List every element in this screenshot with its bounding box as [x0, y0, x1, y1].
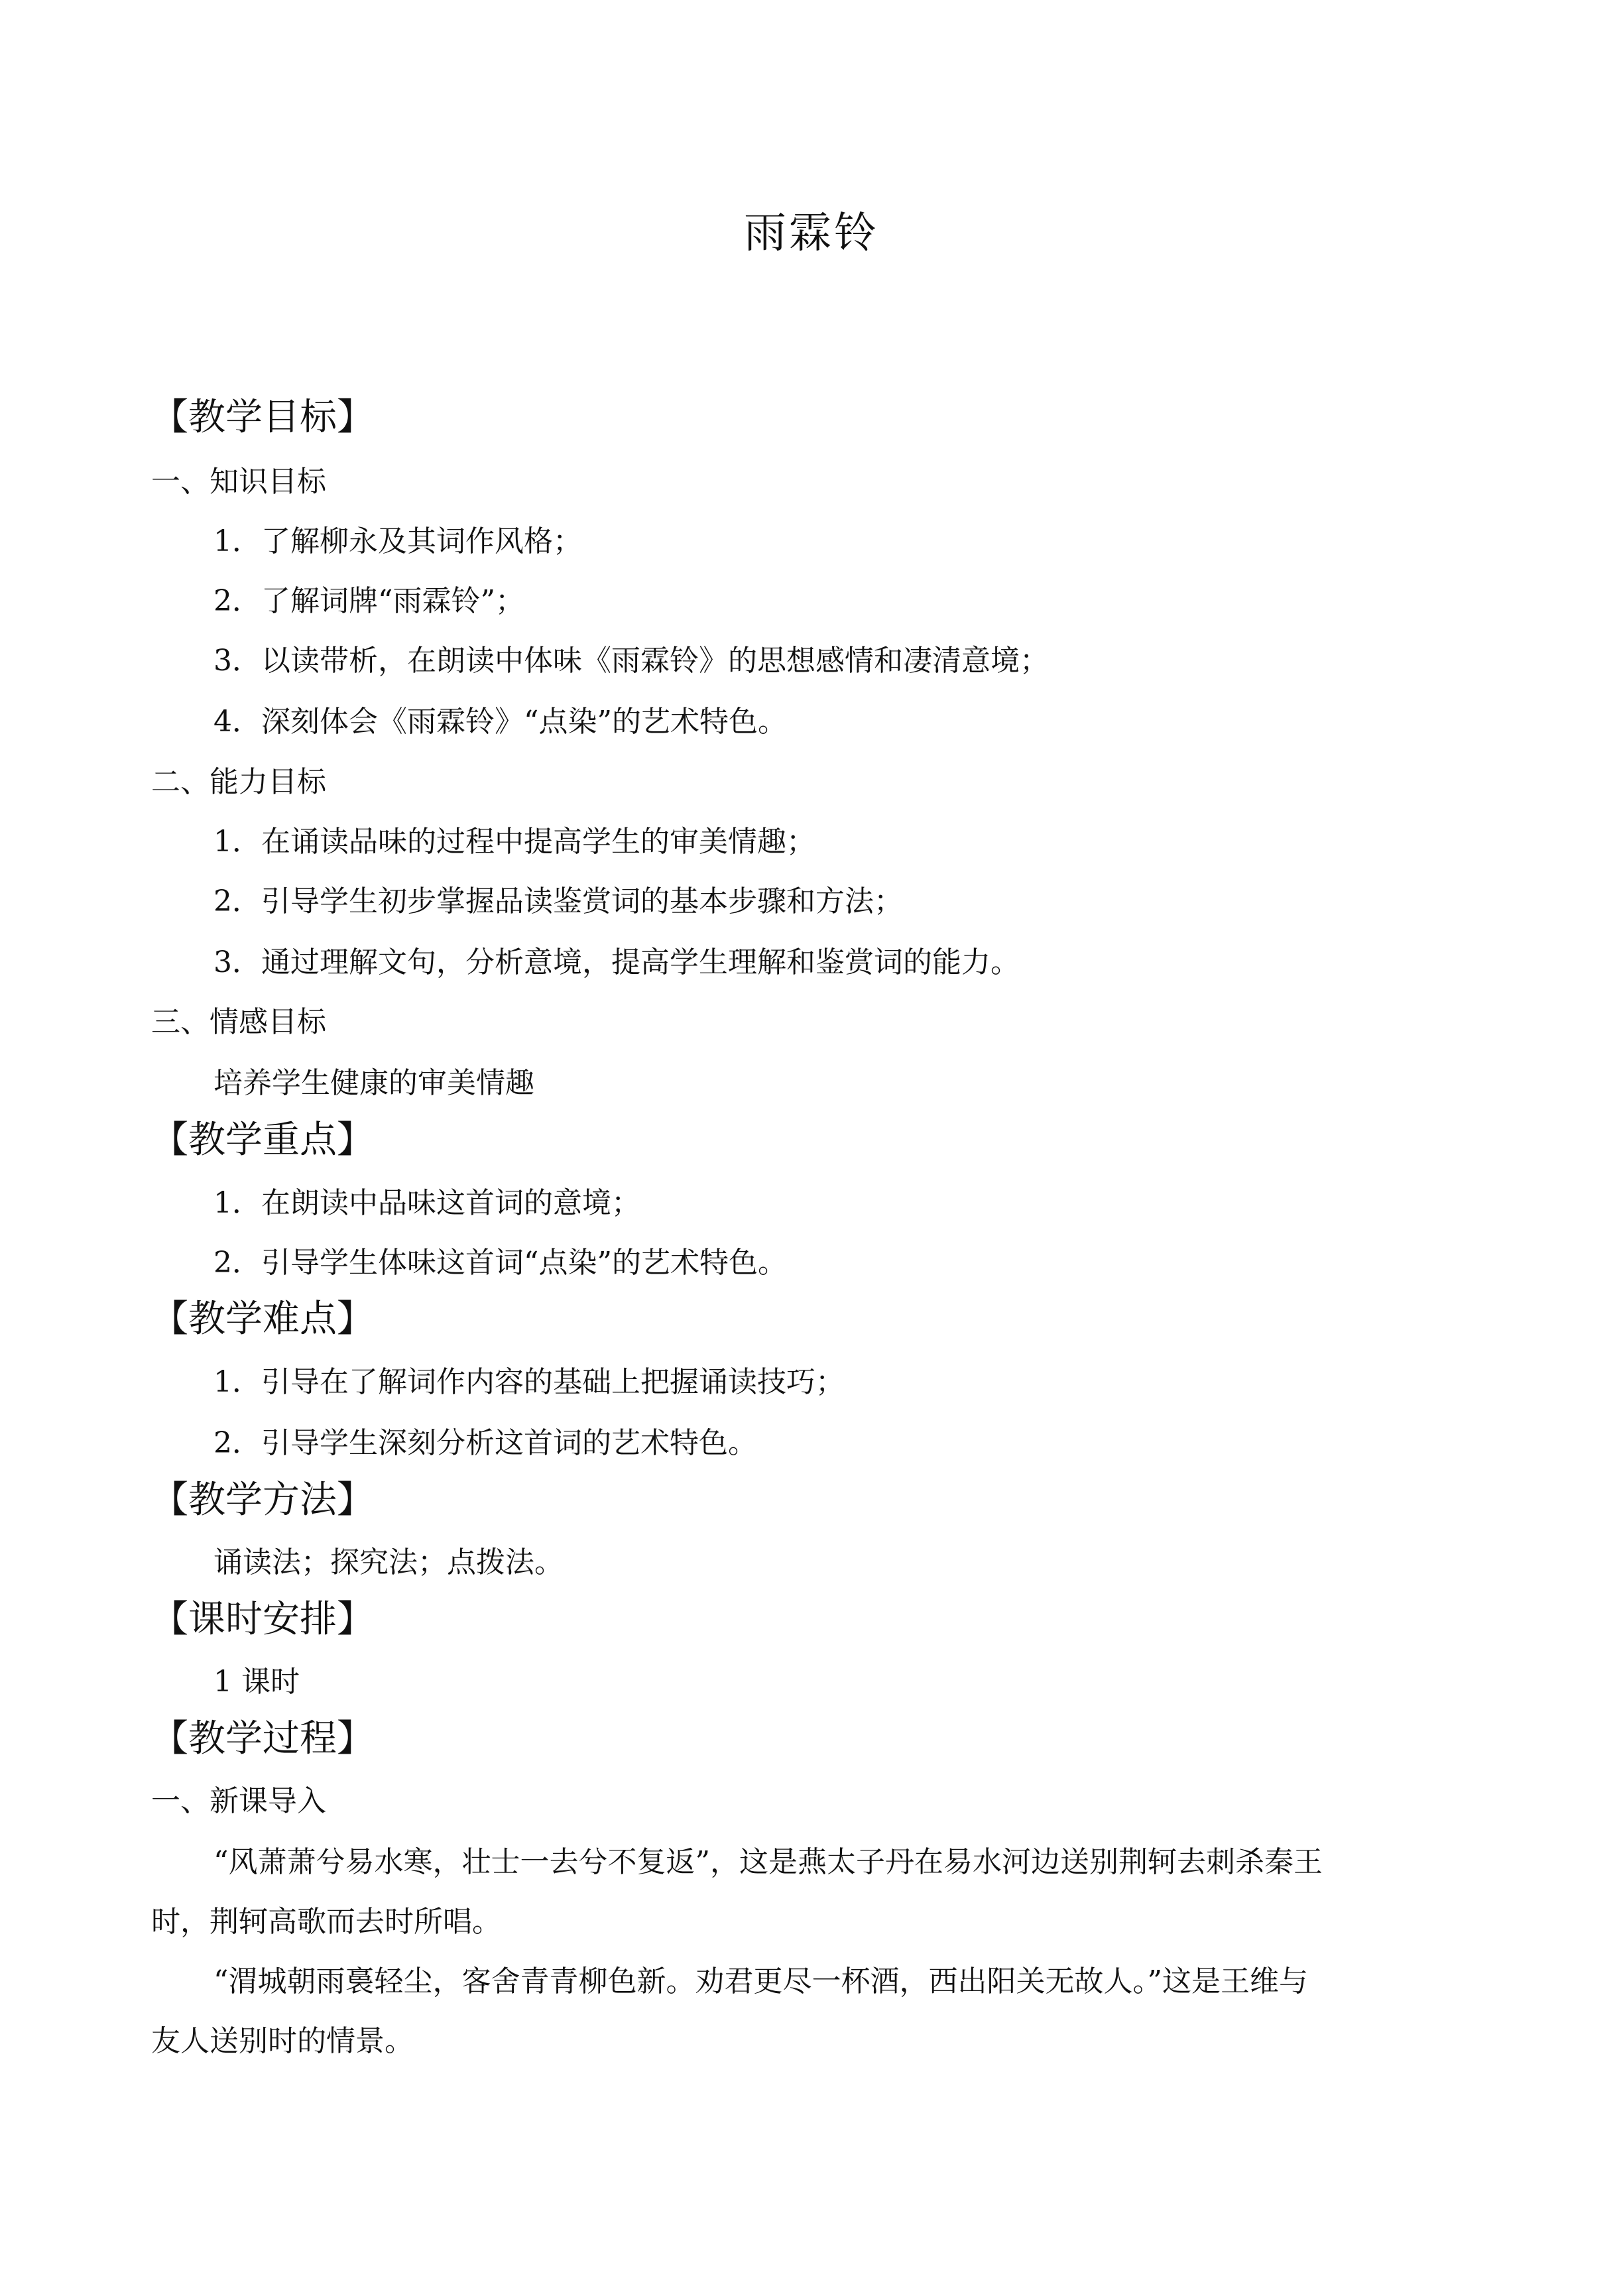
paragraph-line: “渭城朝雨裛轻尘，客舍青青柳色新。劝君更尽一杯酒，西出阳关无故人。”这是王维与: [213, 1964, 1308, 1998]
list-item: 2．引导学生体味这首词“点染”的艺术特色。: [213, 1246, 787, 1280]
heading-key-points: 【教学重点】: [151, 1118, 374, 1162]
emotion-goal-text: 培养学生健康的审美情趣: [213, 1066, 534, 1100]
list-item: 2．引导学生深刻分析这首词的艺术特色。: [213, 1426, 757, 1460]
list-item: 2．引导学生初步掌握品读鉴赏词的基本步骤和方法；: [213, 884, 903, 918]
list-item: 4．深刻体会《雨霖铃》“点染”的艺术特色。: [213, 705, 787, 739]
methods-text: 诵读法；探究法；点拨法。: [213, 1545, 564, 1579]
paragraph-line: “风萧萧兮易水寒，壮士一去兮不复返”，这是燕太子丹在易水河边送别荆轲去刺杀秦王: [213, 1845, 1323, 1879]
list-item: 1．了解柳永及其词作风格；: [213, 524, 582, 558]
list-item: 1．在诵读品味的过程中提高学生的审美情趣；: [213, 825, 815, 859]
heading-teaching-goals: 【教学目标】: [151, 396, 374, 439]
section-emotion-goals: 三、情感目标: [151, 1005, 326, 1039]
list-item: 1．在朗读中品味这首词的意境；: [213, 1186, 640, 1220]
heading-difficulties: 【教学难点】: [151, 1298, 374, 1341]
heading-teaching-methods: 【教学方法】: [151, 1479, 374, 1522]
heading-teaching-process: 【教学过程】: [151, 1717, 374, 1760]
section-knowledge-goals: 一、知识目标: [151, 465, 326, 499]
section-ability-goals: 二、能力目标: [151, 765, 326, 799]
schedule-text: 1 课时: [213, 1665, 300, 1699]
heading-class-schedule: 【课时安排】: [151, 1598, 374, 1641]
section-intro: 一、新课导入: [151, 1784, 326, 1818]
paragraph-line: 友人送别时的情景。: [151, 2024, 414, 2058]
list-item: 2．了解词牌“雨霖铃”；: [213, 584, 524, 618]
document-title: 雨霖铃: [744, 209, 879, 258]
paragraph-line: 时，荆轲高歌而去时所唱。: [151, 1905, 501, 1939]
list-item: 3．通过理解文句，分析意境，提高学生理解和鉴赏词的能力。: [213, 945, 1020, 979]
list-item: 3．以读带析，在朗读中体味《雨霖铃》的思想感情和凄清意境；: [213, 644, 1049, 678]
list-item: 1．引导在了解词作内容的基础上把握诵读技巧；: [213, 1365, 845, 1399]
